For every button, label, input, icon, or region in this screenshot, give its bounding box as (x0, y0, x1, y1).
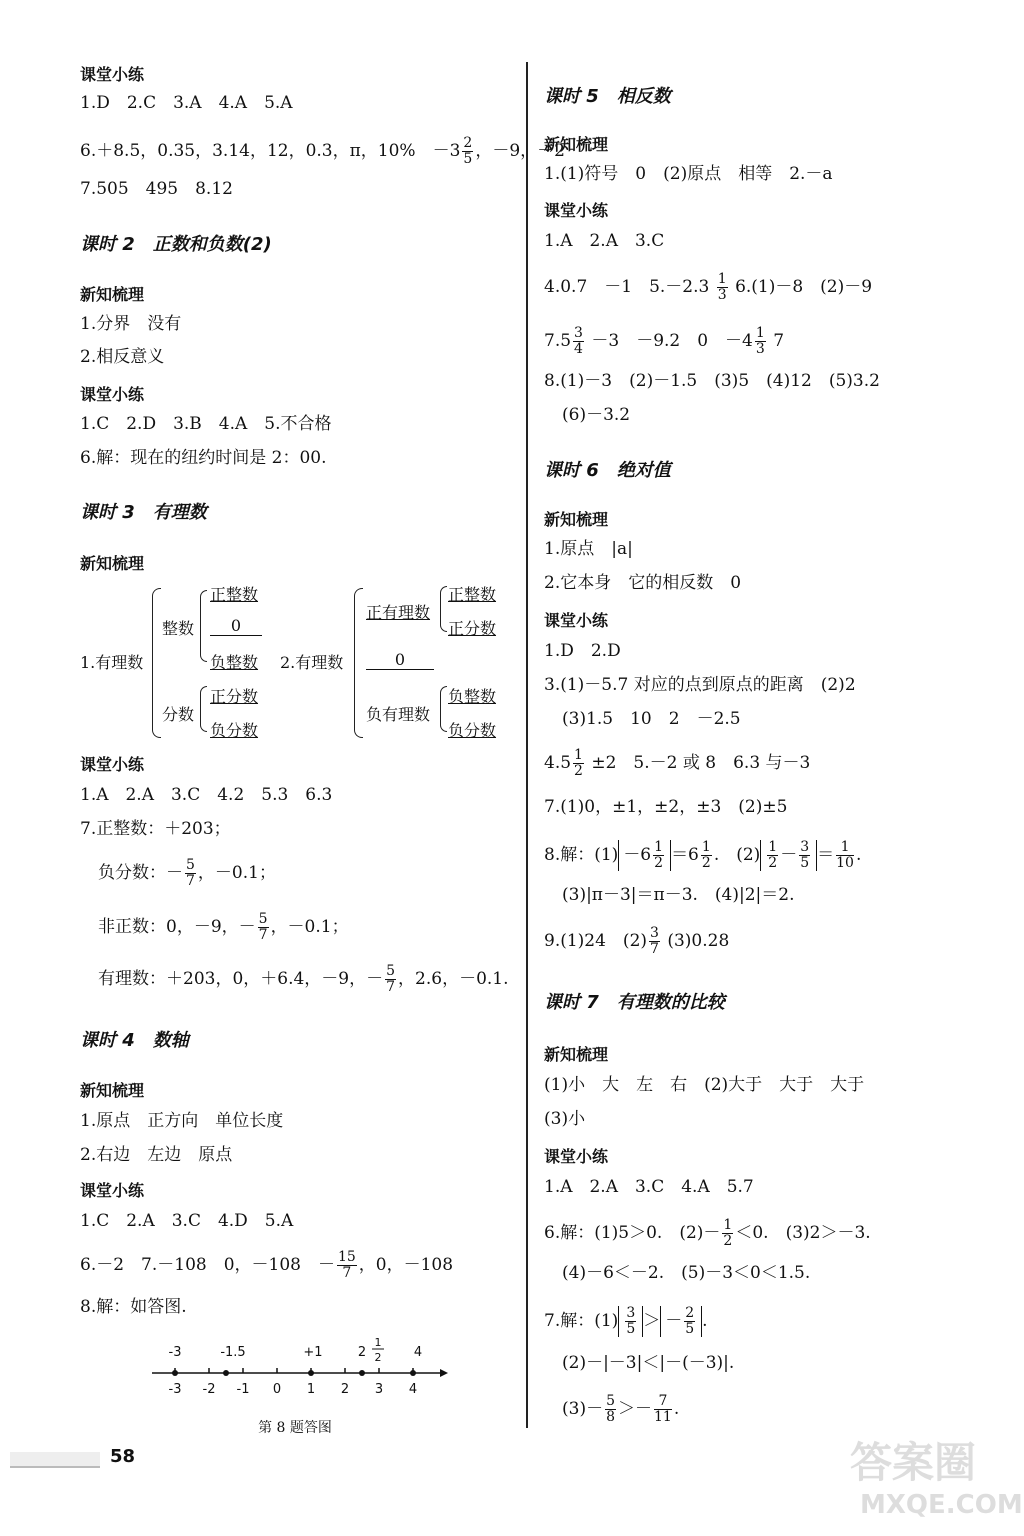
axis-tick-label: -3 (168, 1382, 182, 1397)
answer-line: 1.分界 没有 (80, 314, 182, 334)
answer-line: 1.A 2.A 3.C 4.2 5.3 6.3 (80, 785, 333, 805)
tree-leaf: 负分数 (210, 721, 259, 740)
answer-line: 6.＋8.5，0.35，3.14，12，0.3，π，10% －3 $\frac{2}{5}$ ，－9，－2 (80, 135, 565, 167)
watermark-url: MXQE.COM (860, 1490, 1023, 1520)
answer-line: (2)－|－3|＜|－(－3)|. (562, 1353, 735, 1373)
answer-line: 有理数：＋203，0，＋6.4，－9，－ $\frac{5}{7}$ ，2.6，－0.1. (98, 963, 509, 995)
answer-line: 8.解：如答图. (80, 1297, 187, 1317)
answer-line: 2.右边 左边 原点 (80, 1145, 233, 1165)
absolute-value: －6 $\frac{1}{2}$ (618, 840, 671, 871)
tree-node: 负有理数 (366, 705, 431, 724)
label-neg-3: -3 (168, 1345, 182, 1360)
fraction: $\frac{1}{3}$ (755, 325, 765, 357)
answer-line: 1.A 2.A 3.C (544, 231, 665, 251)
answer-line: 6.解：现在的纽约时间是 2：00. (80, 448, 327, 468)
brace (440, 686, 447, 732)
tree-leaf: 正整数 (448, 585, 497, 604)
axis-tick-label: -2 (202, 1382, 216, 1397)
tree-leaf: 正整数 (210, 585, 259, 604)
axis-tick-label: 4 (408, 1382, 418, 1397)
fraction: $\frac{7}{11}$ (654, 1393, 672, 1425)
section-label: 课堂小练 (544, 201, 609, 220)
fraction: $\frac{2}{5}$ (463, 135, 473, 167)
axis-arrow (440, 1369, 448, 1377)
section-label: 新知梳理 (544, 510, 609, 529)
answer-line: 负分数：－ $\frac{5}{7}$ ，－0.1； (98, 857, 276, 889)
classification-tree-1 (80, 580, 280, 745)
answer-line: (3)－ $\frac{5}{8}$ ＞－ $\frac{7}{11}$ . (562, 1393, 680, 1425)
tree-node: 正有理数 (366, 603, 431, 622)
tree-node: 分数 (162, 705, 195, 724)
answer-line: (3)|π－3|＝π－3. (4)|2|＝2. (562, 885, 795, 905)
tree-leaf: 负分数 (448, 721, 497, 740)
section-label: 课堂小练 (80, 1181, 145, 1200)
tree-leaf: 0 (210, 616, 262, 636)
brace (152, 588, 161, 738)
section-label: 课堂小练 (80, 755, 145, 774)
lesson-heading: 课时 2 正数和负数(2) (80, 234, 272, 255)
answer-line: (6)－3.2 (562, 405, 631, 425)
answer-line: 9.(1)24 (2) $\frac{3}{7}$ (3)0.28 (544, 925, 730, 957)
answer-line: 6.－2 7.－108 0，－108 － $\frac{15}{7}$ ，0，－108 (80, 1249, 454, 1281)
section-label: 新知梳理 (80, 554, 145, 573)
answer-line: 4.0.7 －1 5.－2.3 $\frac{1}{3}$ 6.(1)－8 (2)－9 (544, 271, 873, 303)
answer-line: (3)1.5 10 2 －2.5 (562, 709, 741, 729)
answer-line: 1.原点 正方向 单位长度 (80, 1111, 284, 1131)
tree-leaf: 负整数 (210, 653, 259, 672)
tree-root-label: 2.有理数 (280, 653, 344, 672)
fraction: $\frac{1}{2}$ (723, 1217, 733, 1249)
brace (440, 586, 447, 632)
answer-line: 1.C 2.D 3.B 4.A 5.不合格 (80, 414, 332, 434)
fraction: $\frac{1}{3}$ (717, 271, 727, 303)
answer-line: 4.5 $\frac{1}{2}$ ±2 5.－2 或 8 6.3 与－3 (544, 747, 811, 779)
answer-line: 7.5 $\frac{3}{4}$ －3 －9.2 0 －4 $\frac{1}{3}$ 7 (544, 325, 785, 357)
fraction: $\frac{5}{7}$ (386, 963, 396, 995)
label-pos-1: +1 (303, 1345, 323, 1360)
absolute-value: $\frac{3}{5}$ (618, 1306, 643, 1337)
lesson-heading: 课时 7 有理数的比较 (544, 992, 725, 1013)
page-number-bar (10, 1452, 100, 1468)
label-neg-1-5: -1.5 (220, 1345, 246, 1360)
answer-line: 2.相反意义 (80, 347, 165, 367)
section-label: 课堂小练 (80, 385, 145, 404)
answer-line: 1.C 2.A 3.C 4.D 5.A (80, 1211, 294, 1231)
lesson-heading: 课时 6 绝对值 (544, 460, 671, 481)
tree-node: 整数 (162, 619, 195, 638)
section-label: 课堂小练 (544, 611, 609, 630)
answer-line: 7.(1)0，±1，±2，±3 (2)±5 (544, 797, 788, 817)
section-label: 新知梳理 (544, 135, 609, 154)
answer-line: 2.它本身 它的相反数 0 (544, 573, 742, 593)
fraction: $\frac{3}{4}$ (574, 325, 583, 357)
page-number: 58 (110, 1446, 136, 1467)
brace (354, 588, 363, 738)
fraction: $\frac{15}{7}$ (337, 1249, 356, 1281)
answer-line: 1.(1)符号 0 (2)原点 相等 2.－a (544, 164, 833, 184)
number-line-point (308, 1370, 314, 1376)
section-label: 课堂小练 (544, 1147, 609, 1166)
answer-line: 1.D 2.D (544, 641, 621, 661)
fraction: $\frac{5}{8}$ (606, 1393, 616, 1425)
brace (200, 590, 207, 662)
fraction: $\frac{5}{7}$ (258, 911, 268, 943)
lesson-heading: 课时 4 数轴 (80, 1030, 189, 1051)
answer-line: (3)小 (544, 1109, 586, 1129)
answer-line: 7.505 495 8.12 (80, 179, 233, 199)
axis-tick-label: 3 (374, 1382, 384, 1397)
section-label: 新知梳理 (80, 285, 145, 304)
answer-line: 7.正整数：＋203； (80, 819, 231, 839)
answer-line: 8.(1)－3 (2)－1.5 (3)5 (4)12 (5)3.2 (544, 371, 880, 391)
tree-leaf: 正分数 (448, 619, 497, 638)
number-line-point (172, 1370, 178, 1376)
label-2-5-den: 2 (374, 1351, 382, 1364)
tree-leaf: 正分数 (210, 687, 259, 706)
answer-line: 1.A 2.A 3.C 4.A 5.7 (544, 1177, 754, 1197)
tree-leaf: 负整数 (448, 687, 497, 706)
brace (200, 686, 207, 732)
column-divider (526, 62, 528, 1428)
axis-tick-label: -1 (236, 1382, 250, 1397)
tree-root-label: 1.有理数 (80, 653, 144, 672)
watermark-logo: 答案圈 (850, 1438, 977, 1487)
axis-tick-label: 1 (306, 1382, 316, 1397)
label-pos-4: 4 (413, 1345, 423, 1360)
answer-line: 7.解：(1) $\frac{3}{5}$ ＞ － $\frac{2}{5}$ . (544, 1305, 708, 1337)
answer-line: (4)－6＜－2. (5)－3＜0＜1.5. (562, 1263, 811, 1283)
answer-line: (1)小 大 左 右 (2)大于 大于 大于 (544, 1075, 865, 1095)
fraction: $\frac{1}{2}$ (574, 747, 583, 779)
number-line-point (359, 1370, 365, 1376)
absolute-value: $\frac{1}{2}$ － $\frac{3}{5}$ (760, 840, 817, 871)
absolute-value: － $\frac{2}{5}$ (660, 1306, 702, 1337)
answer-line: 3.(1)－5.7 对应的点到原点的距离 (2)2 (544, 675, 856, 695)
answer-line: 1.D 2.C 3.A 4.A 5.A (80, 93, 293, 113)
axis-tick-label: 0 (272, 1382, 282, 1397)
number-line-figure (140, 1330, 460, 1440)
answer-line: 1.原点 |a| (544, 539, 633, 559)
label-2-5-whole: 2 (357, 1345, 367, 1360)
answer-line: 6.解：(1)5＞0. (2)－ $\frac{1}{2}$ ＜0. (3)2＞－3. (544, 1217, 871, 1249)
tree-leaf: 0 (366, 650, 434, 670)
section-label: 新知梳理 (544, 1045, 609, 1064)
fraction: $\frac{5}{7}$ (186, 857, 195, 889)
section-label: 课堂小练 (80, 65, 145, 84)
answer-line: 8.解：(1) －6 $\frac{1}{2}$ ＝6 $\frac{1}{2}$ . (2) $\frac{1}{2}$ － $\frac{3}{5}$ ＝ $\frac{1}{10}$ . (544, 839, 862, 871)
axis-tick-label: 2 (340, 1382, 350, 1397)
lesson-heading: 课时 5 相反数 (544, 86, 671, 107)
section-label: 新知梳理 (80, 1081, 145, 1100)
label-2-5-num: 1 (374, 1336, 382, 1349)
fraction: $\frac{3}{7}$ (650, 925, 659, 957)
figure-caption: 第 8 题答图 (258, 1420, 332, 1436)
answer-line: 非正数：0，－9，－ $\frac{5}{7}$ ，－0.1； (98, 911, 349, 943)
classification-tree-2 (280, 580, 510, 745)
number-line-point (410, 1370, 416, 1376)
number-line-point (223, 1370, 229, 1376)
lesson-heading: 课时 3 有理数 (80, 502, 207, 523)
